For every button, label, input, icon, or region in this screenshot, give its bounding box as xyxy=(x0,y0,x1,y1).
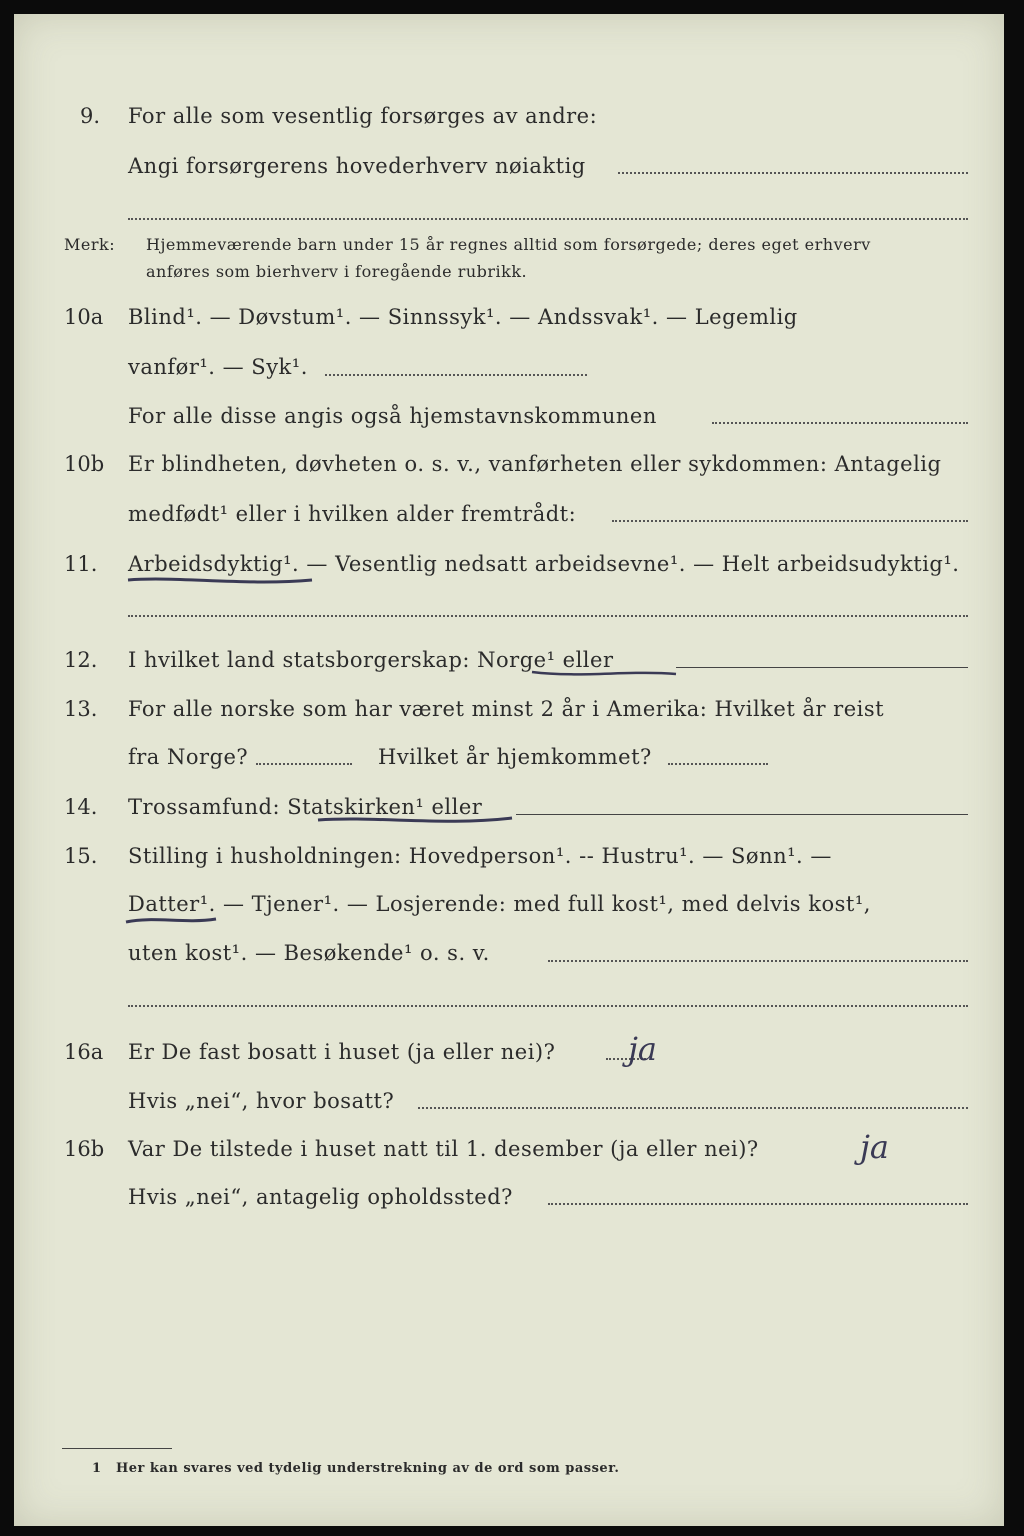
q10b-number: 10b xyxy=(64,452,105,476)
q9-answer-line[interactable] xyxy=(618,172,968,174)
q16b-opholdssted-answer-line[interactable] xyxy=(548,1203,968,1205)
q14-text: Trossamfund: Statskirken¹ eller xyxy=(128,795,483,819)
q10b-text-line2: medfødt¹ eller i hvilken alder fremtrådt: xyxy=(128,502,577,526)
q15-number: 15. xyxy=(64,844,98,868)
q14-answer-line[interactable] xyxy=(516,814,968,815)
q13-text-line2b: Hvilket år hjemkommet? xyxy=(378,745,652,769)
q11-text: Arbeidsdyktig¹. — Vesentlig nedsatt arbeidsevne¹. — Helt arbeidsudyktig¹. xyxy=(128,552,960,576)
footnote-mark: 1 xyxy=(92,1461,102,1476)
q11-answer-line[interactable] xyxy=(128,615,968,617)
q16a-handwritten-answer: ja xyxy=(628,1030,657,1068)
q15-answer-line-2[interactable] xyxy=(128,1005,968,1007)
q11-underline-mark xyxy=(126,574,316,588)
q15-text-line3: uten kost¹. — Besøkende¹ o. s. v. xyxy=(128,941,490,965)
q15-underline-mark xyxy=(124,914,220,928)
footnote-rule xyxy=(62,1448,172,1449)
q14-underline-mark xyxy=(316,814,516,828)
footnote-text: Her kan svares ved tydelig understrekning av de ord som passer. xyxy=(116,1461,620,1476)
q12-number: 12. xyxy=(64,648,98,672)
merk-label: Merk: xyxy=(64,235,116,254)
q16a-text-line2: Hvis „nei“, hvor bosatt? xyxy=(128,1089,395,1113)
q15-text-line1: Stilling i husholdningen: Hovedperson¹. -- Hustru¹. — Sønn¹. — xyxy=(128,844,832,868)
q10b-answer-line[interactable] xyxy=(612,520,968,522)
q13-number: 13. xyxy=(64,697,98,721)
q16b-text-line2: Hvis „nei“, antagelig opholdssted? xyxy=(128,1185,513,1209)
q15-text-line2: Datter¹. — Tjener¹. — Losjerende: med full kost¹, med delvis kost¹, xyxy=(128,892,871,916)
q10b-text-line1: Er blindheten, døvheten o. s. v., vanførheten eller sykdommen: Antagelig xyxy=(128,452,942,476)
q16a-number: 16a xyxy=(64,1040,104,1064)
q10a-text-line3: For alle disse angis også hjemstavnskommunen xyxy=(128,404,657,428)
q12-answer-line[interactable] xyxy=(676,667,968,668)
q9-answer-line-2[interactable] xyxy=(128,218,968,220)
q9-text-line1: For alle som vesentlig forsørges av andre: xyxy=(128,104,598,128)
q11-number: 11. xyxy=(64,552,98,576)
merk-text-line2: anføres som bierhverv i foregående rubrikk. xyxy=(146,262,528,281)
q9-text-line2: Angi forsørgerens hovederhverv nøiaktig xyxy=(128,154,586,178)
q13-reist-answer-line[interactable] xyxy=(256,763,352,765)
q13-hjemkommet-answer-line[interactable] xyxy=(668,763,768,765)
q9-number: 9. xyxy=(80,104,101,128)
q16b-text-line1: Var De tilstede i huset natt til 1. desember (ja eller nei)? xyxy=(128,1137,759,1161)
merk-text-line1: Hjemmeværende barn under 15 år regnes alltid som forsørgede; deres eget erhverv xyxy=(146,235,871,254)
q16a-bosatt-answer-line[interactable] xyxy=(418,1107,968,1109)
q15-answer-line[interactable] xyxy=(548,960,968,962)
q13-text-line2a: fra Norge? xyxy=(128,745,249,769)
q10a-hjemstavn-answer-line[interactable] xyxy=(712,422,968,424)
q16a-text-line1: Er De fast bosatt i huset (ja eller nei)? xyxy=(128,1040,556,1064)
q12-text: I hvilket land statsborgerskap: Norge¹ eller xyxy=(128,648,614,672)
q12-underline-mark xyxy=(530,668,680,682)
q10a-text-line2: vanfør¹. — Syk¹. xyxy=(128,355,308,379)
q16b-number: 16b xyxy=(64,1137,105,1161)
q14-number: 14. xyxy=(64,795,98,819)
q10a-number: 10a xyxy=(64,305,104,329)
q10a-answer-line[interactable] xyxy=(325,374,587,376)
q13-text-line1: For alle norske som har været minst 2 år i Amerika: Hvilket år reist xyxy=(128,697,885,721)
q16b-handwritten-answer: ja xyxy=(860,1128,889,1166)
q10a-text-line1: Blind¹. — Døvstum¹. — Sinnssyk¹. — Andssvak¹. — Legemlig xyxy=(128,305,798,329)
